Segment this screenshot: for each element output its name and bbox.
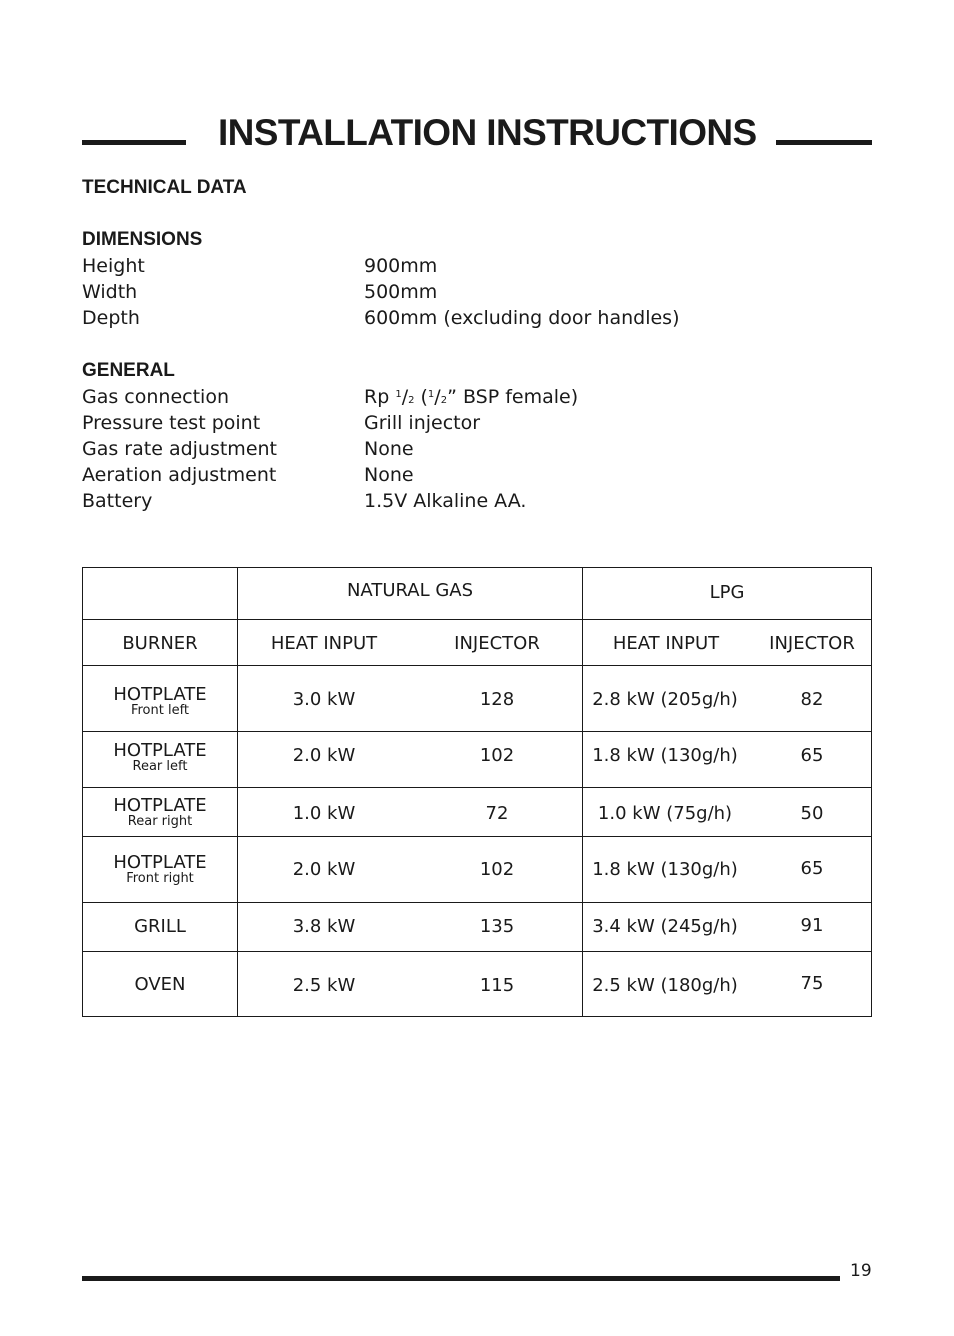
column-header-burner: BURNER xyxy=(122,633,198,654)
ng-injector-cell: 135 xyxy=(479,916,515,937)
spec-label: Gas rate adjustment xyxy=(82,438,278,460)
ng-injector-cell: 115 xyxy=(479,975,515,996)
fraction-denominator: 2 xyxy=(408,395,415,406)
ng-injector-cell: 128 xyxy=(479,689,515,710)
spec-value: None xyxy=(364,438,414,460)
gas-connection-suffix: ” BSP female) xyxy=(447,386,579,408)
burner-position: Rear right xyxy=(127,814,193,829)
spec-row-depth xyxy=(82,307,782,333)
burner-table xyxy=(82,567,872,1017)
fraction-numerator: 1 xyxy=(395,389,402,400)
burner-name: GRILL xyxy=(134,916,186,937)
table-row-burner xyxy=(83,917,237,936)
table-row-burner xyxy=(83,796,237,828)
burner-name: HOTPLATE xyxy=(113,795,207,816)
lpg-heat-input-cell: 1.8 kW (130g/h) xyxy=(592,745,738,766)
page-header xyxy=(82,112,872,158)
spec-row-width xyxy=(82,281,782,307)
table-row-divider xyxy=(83,836,871,837)
lpg-heat-input-cell: 2.5 kW (180g/h) xyxy=(592,975,738,996)
lpg-injector-cell: 75 xyxy=(800,973,824,994)
column-header-lpg-heat-input: HEAT INPUT xyxy=(612,633,720,654)
table-row-burner xyxy=(83,853,237,885)
table-row-divider xyxy=(83,951,871,952)
spec-label: Depth xyxy=(82,307,140,329)
table-row-divider xyxy=(83,787,871,788)
ng-injector-cell: 102 xyxy=(479,745,515,766)
group-header-lpg: LPG xyxy=(709,582,745,603)
spec-row-aeration-adjustment xyxy=(82,464,782,490)
spec-row-battery xyxy=(82,490,782,516)
ng-heat-input-cell: 2.0 kW xyxy=(292,859,356,880)
ng-injector-cell: 102 xyxy=(479,859,515,880)
table-row-divider xyxy=(83,731,871,732)
gas-connection-middle: ( xyxy=(414,386,428,408)
ng-heat-input-cell: 2.0 kW xyxy=(292,745,356,766)
burner-position: Front left xyxy=(130,703,190,718)
table-row-burner xyxy=(83,685,237,717)
table-row-burner xyxy=(83,741,237,773)
ng-heat-input-cell: 1.0 kW xyxy=(292,803,356,824)
gas-connection-prefix: Rp xyxy=(364,386,396,408)
table-row-divider xyxy=(83,665,871,666)
lpg-injector-cell: 65 xyxy=(800,858,824,879)
general-heading: GENERAL xyxy=(82,360,175,381)
column-header-ng-injector: INJECTOR xyxy=(454,633,540,654)
lpg-heat-input-cell: 1.0 kW (75g/h) xyxy=(597,803,733,824)
lpg-injector-cell: 65 xyxy=(800,745,824,766)
title-rule-right xyxy=(776,140,872,145)
spec-value: 500mm xyxy=(364,281,438,303)
column-header-lpg-injector: INJECTOR xyxy=(769,633,855,654)
spec-value: None xyxy=(364,464,414,486)
ng-injector-cell: 72 xyxy=(485,803,509,824)
column-header-ng-heat-input: HEAT INPUT xyxy=(270,633,378,654)
group-header-natural-gas: NATURAL GAS xyxy=(346,580,474,601)
table-divider xyxy=(582,568,583,1016)
burner-name: HOTPLATE xyxy=(113,852,207,873)
technical-data-heading: TECHNICAL DATA xyxy=(82,177,247,198)
page-title: INSTALLATION INSTRUCTIONS xyxy=(218,112,757,153)
ng-heat-input-cell: 3.0 kW xyxy=(292,689,356,710)
title-rule-left xyxy=(82,140,186,145)
lpg-injector-cell: 91 xyxy=(800,915,824,936)
spec-value: 600mm (excluding door handles) xyxy=(364,307,680,329)
fraction-denominator: 2 xyxy=(440,395,448,406)
spec-label: Width xyxy=(82,281,138,303)
spec-value: 1.5V Alkaline AA. xyxy=(364,490,527,512)
spec-row-height xyxy=(82,255,782,281)
burner-name: HOTPLATE xyxy=(113,740,207,761)
lpg-injector-cell: 82 xyxy=(800,689,824,710)
spec-row-gas-rate-adjustment xyxy=(82,438,782,464)
spec-value-gas-connection: Rp $^1$/2 ($^1$/2” BSP female) xyxy=(364,386,579,408)
spec-label: Pressure test point xyxy=(82,412,261,434)
fraction-numerator: 1 xyxy=(427,389,435,400)
spec-row-pressure-test-point xyxy=(82,412,782,438)
spec-label: Gas connection xyxy=(82,386,229,408)
table-row-divider xyxy=(83,619,871,620)
lpg-injector-cell: 50 xyxy=(800,803,824,824)
lpg-heat-input-cell: 2.8 kW (205g/h) xyxy=(592,689,738,710)
burner-name: OVEN xyxy=(134,974,186,995)
spec-value: Grill injector xyxy=(364,412,481,434)
table-row-divider xyxy=(83,902,871,903)
table-row-burner xyxy=(83,975,237,994)
ng-heat-input-cell: 3.8 kW xyxy=(292,916,356,937)
burner-position: Front right xyxy=(126,871,194,886)
burner-position: Rear left xyxy=(132,759,188,774)
lpg-heat-input-cell: 3.4 kW (245g/h) xyxy=(592,916,738,937)
burner-name: HOTPLATE xyxy=(113,684,207,705)
spec-label: Height xyxy=(82,255,145,277)
ng-heat-input-cell: 2.5 kW xyxy=(292,975,356,996)
spec-label: Aeration adjustment xyxy=(82,464,277,486)
page-number: 19 xyxy=(850,1261,872,1281)
footer-rule xyxy=(82,1276,840,1281)
table-divider xyxy=(237,568,238,1016)
spec-row-gas-connection xyxy=(82,386,782,412)
spec-label: Battery xyxy=(82,490,153,512)
lpg-heat-input-cell: 1.8 kW (130g/h) xyxy=(592,859,738,880)
dimensions-heading: DIMENSIONS xyxy=(82,229,203,250)
spec-value: 900mm xyxy=(364,255,438,277)
